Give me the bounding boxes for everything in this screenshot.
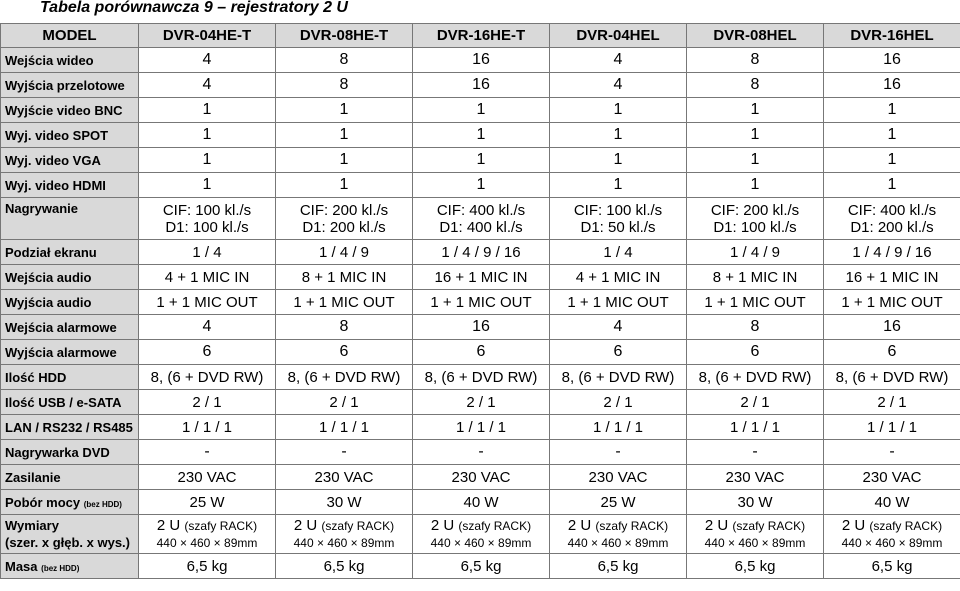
cell-line: CIF: 100 kl./s (162, 201, 252, 219)
table-cell: 8 + 1 MIC IN (276, 265, 413, 290)
table-cell: 1 / 1 / 1 (550, 415, 687, 440)
row-label-text: Pobór mocy (5, 494, 81, 510)
table-row (1, 98, 960, 123)
header-cell: DVR-04HE-T (139, 24, 276, 48)
table-row (1, 465, 960, 490)
table-title: Tabela porównawcza 9 – rejestratory 2 U (40, 0, 348, 16)
table-cell (276, 198, 413, 240)
cell-line: D1: 400 kl./s (439, 218, 523, 236)
cell-line: D1: 200 kl./s (850, 218, 934, 236)
table-cell: 1 + 1 MIC OUT (824, 290, 960, 315)
row-label-text: Masa (5, 558, 38, 574)
header-cell: MODEL (1, 24, 139, 48)
row-label-note: (bez HDD) (83, 499, 122, 509)
table-cell: 6,5 kg (276, 554, 413, 579)
table-cell (139, 515, 276, 554)
table-cell: 6 (139, 340, 276, 365)
cell-line: CIF: 200 kl./s (710, 201, 800, 219)
table-cell: 6 (276, 340, 413, 365)
table-cell: 230 VAC (687, 465, 824, 490)
table-row (1, 390, 960, 415)
header-cell: DVR-08HEL (687, 24, 824, 48)
table-cell (139, 198, 276, 240)
cell-rack: (szafy RACK) (321, 518, 395, 533)
table-cell: 6,5 kg (413, 554, 550, 579)
table-row (1, 415, 960, 440)
row-label (1, 554, 139, 579)
cell-dims: 440 × 460 × 89mm (293, 535, 395, 550)
table-cell: 1 (550, 173, 687, 198)
table-row (1, 554, 960, 579)
cell-size: 2 U (430, 516, 455, 534)
comparison-table (0, 23, 960, 579)
row-label (1, 515, 139, 554)
table-cell: 1 (413, 123, 550, 148)
table-row (1, 123, 960, 148)
row-label: Nagrywarka DVD (1, 440, 139, 465)
table-cell: 4 (139, 48, 276, 73)
cell-dims: 440 × 460 × 89mm (567, 535, 669, 550)
table-row (1, 240, 960, 265)
cell-rack: (szafy RACK) (595, 518, 669, 533)
row-label: Podział ekranu (1, 240, 139, 265)
table-cell: 4 (550, 315, 687, 340)
table-cell: 1 / 1 / 1 (276, 415, 413, 440)
table-cell: 8, (6 + DVD RW) (687, 365, 824, 390)
table-cell: 16 (413, 73, 550, 98)
row-label: Wyjście video BNC (1, 98, 139, 123)
table-cell: 1 (687, 173, 824, 198)
table-cell (687, 198, 824, 240)
cell-line: D1: 50 kl./s (580, 218, 656, 236)
table-cell: 16 + 1 MIC IN (824, 265, 960, 290)
row-label: Wyj. video HDMI (1, 173, 139, 198)
table-row (1, 48, 960, 73)
table-cell: 8, (6 + DVD RW) (276, 365, 413, 390)
table-cell: 1 (550, 148, 687, 173)
cell-size: 2 U (156, 516, 181, 534)
table-cell: 8 (276, 48, 413, 73)
row-label (1, 490, 139, 515)
table-cell: 2 / 1 (687, 390, 824, 415)
table-cell: 2 / 1 (276, 390, 413, 415)
table-row (1, 440, 960, 465)
table-cell: 40 W (824, 490, 960, 515)
header-cell: DVR-04HEL (550, 24, 687, 48)
cell-dims: 440 × 460 × 89mm (156, 535, 258, 550)
table-cell (687, 515, 824, 554)
cell-line: CIF: 400 kl./s (847, 201, 937, 219)
table-cell: 1 (413, 173, 550, 198)
row-label: Ilość USB / e-SATA (1, 390, 139, 415)
table-cell: 1 / 4 / 9 (276, 240, 413, 265)
table-cell (413, 515, 550, 554)
row-label-note: (bez HDD) (41, 563, 80, 573)
header-cell: DVR-16HEL (824, 24, 960, 48)
table-cell: 30 W (687, 490, 824, 515)
table-cell: 1 + 1 MIC OUT (550, 290, 687, 315)
table-row (1, 198, 960, 240)
table-cell: 8 (687, 73, 824, 98)
table-cell: 230 VAC (550, 465, 687, 490)
table-cell: 2 / 1 (413, 390, 550, 415)
row-label: Nagrywanie (1, 198, 139, 240)
table-cell: 1 (139, 148, 276, 173)
table-cell: 8, (6 + DVD RW) (824, 365, 960, 390)
cell-dims: 440 × 460 × 89mm (704, 535, 806, 550)
row-label: Wejścia audio (1, 265, 139, 290)
table-row (1, 73, 960, 98)
table-cell: 2 / 1 (550, 390, 687, 415)
table-cell (550, 515, 687, 554)
table-cell: 1 / 1 / 1 (687, 415, 824, 440)
table-cell: 8, (6 + DVD RW) (413, 365, 550, 390)
table-cell (550, 198, 687, 240)
table-cell: 1 (139, 98, 276, 123)
cell-rack: (szafy RACK) (732, 518, 806, 533)
cell-dims: 440 × 460 × 89mm (430, 535, 532, 550)
table-cell: 16 (413, 48, 550, 73)
table-cell: 8, (6 + DVD RW) (139, 365, 276, 390)
table-cell: 1 / 1 / 1 (824, 415, 960, 440)
table-cell: 16 (824, 48, 960, 73)
table-cell: 1 (687, 148, 824, 173)
table-cell: 6,5 kg (824, 554, 960, 579)
table-cell: 4 (550, 48, 687, 73)
table-cell: 8 (276, 73, 413, 98)
table-cell: 8, (6 + DVD RW) (550, 365, 687, 390)
cell-line: CIF: 400 kl./s (436, 201, 526, 219)
header-cell: DVR-08HE-T (276, 24, 413, 48)
table-cell: 1 / 4 / 9 (687, 240, 824, 265)
table-cell: 8 + 1 MIC IN (687, 265, 824, 290)
table-cell: 25 W (550, 490, 687, 515)
table-cell: 6 (687, 340, 824, 365)
table-cell: 16 (824, 73, 960, 98)
header-cell: DVR-16HE-T (413, 24, 550, 48)
table-cell: 1 / 4 (139, 240, 276, 265)
table-cell: 230 VAC (413, 465, 550, 490)
table-cell: 25 W (139, 490, 276, 515)
table-row (1, 365, 960, 390)
cell-rack: (szafy RACK) (184, 518, 258, 533)
table-row (1, 490, 960, 515)
cell-line: D1: 200 kl./s (302, 218, 386, 236)
table-cell: 8 (687, 48, 824, 73)
row-label: Wyjścia alarmowe (1, 340, 139, 365)
table-cell: 30 W (276, 490, 413, 515)
table-cell: 1 (824, 148, 960, 173)
table-cell: 6,5 kg (687, 554, 824, 579)
table-cell: 6 (550, 340, 687, 365)
table-cell: 1 (413, 148, 550, 173)
table-cell: - (550, 440, 687, 465)
row-label: Wyj. video SPOT (1, 123, 139, 148)
row-label: Wyjścia przelotowe (1, 73, 139, 98)
cell-dims: 440 × 460 × 89mm (841, 535, 943, 550)
cell-line: D1: 100 kl./s (165, 218, 249, 236)
row-label: Zasilanie (1, 465, 139, 490)
table-cell: 16 (824, 315, 960, 340)
table-cell: 1 / 4 / 9 / 16 (413, 240, 550, 265)
table-cell: 1 (276, 173, 413, 198)
table-cell: 1 (276, 98, 413, 123)
row-label: Wejścia alarmowe (1, 315, 139, 340)
table-cell: 4 + 1 MIC IN (139, 265, 276, 290)
table-cell: 6 (824, 340, 960, 365)
table-cell: 1 / 1 / 1 (413, 415, 550, 440)
row-label: Wejścia wideo (1, 48, 139, 73)
table-cell: 6,5 kg (139, 554, 276, 579)
table-cell (824, 198, 960, 240)
table-cell: - (139, 440, 276, 465)
cell-rack: (szafy RACK) (869, 518, 943, 533)
table-row (1, 290, 960, 315)
cell-line: D1: 100 kl./s (713, 218, 797, 236)
table-cell: 2 / 1 (824, 390, 960, 415)
row-label: Wyj. video VGA (1, 148, 139, 173)
cell-line: CIF: 200 kl./s (299, 201, 389, 219)
table-cell: 6,5 kg (550, 554, 687, 579)
table-cell: - (413, 440, 550, 465)
table-cell: 1 / 1 / 1 (139, 415, 276, 440)
table-cell: 1 (687, 98, 824, 123)
table-cell: 230 VAC (824, 465, 960, 490)
cell-size: 2 U (293, 516, 318, 534)
table-cell: 1 (824, 123, 960, 148)
table-cell: 1 (276, 123, 413, 148)
table-cell: 16 (413, 315, 550, 340)
table-cell: - (824, 440, 960, 465)
table-cell: 1 (550, 123, 687, 148)
table-cell: 1 (139, 123, 276, 148)
table-cell: 1 + 1 MIC OUT (276, 290, 413, 315)
table-cell: 4 (139, 73, 276, 98)
table-cell: 1 + 1 MIC OUT (687, 290, 824, 315)
cell-size: 2 U (567, 516, 592, 534)
table-cell: 1 + 1 MIC OUT (413, 290, 550, 315)
table-cell: 4 + 1 MIC IN (550, 265, 687, 290)
table-row (1, 315, 960, 340)
table-cell: 4 (550, 73, 687, 98)
table-cell (413, 198, 550, 240)
table-cell: 2 / 1 (139, 390, 276, 415)
table-cell: 1 / 4 / 9 / 16 (824, 240, 960, 265)
table-row (1, 173, 960, 198)
table-cell: 8 (687, 315, 824, 340)
table-cell: - (687, 440, 824, 465)
table-cell: 1 (276, 148, 413, 173)
table-cell: 1 (824, 173, 960, 198)
table-cell: 6 (413, 340, 550, 365)
table-cell: 1 (413, 98, 550, 123)
table-cell: 1 + 1 MIC OUT (139, 290, 276, 315)
cell-size: 2 U (841, 516, 866, 534)
row-label: Wyjścia audio (1, 290, 139, 315)
table-row (1, 265, 960, 290)
table-cell: 4 (139, 315, 276, 340)
row-label-text: Wymiary (5, 518, 59, 533)
table-cell: 1 / 4 (550, 240, 687, 265)
table-cell: - (276, 440, 413, 465)
row-label: LAN / RS232 / RS485 (1, 415, 139, 440)
row-label-note: (szer. x głęb. x wys.) (5, 535, 130, 550)
table-cell: 40 W (413, 490, 550, 515)
table-cell: 230 VAC (139, 465, 276, 490)
row-label: Ilość HDD (1, 365, 139, 390)
table-cell: 8 (276, 315, 413, 340)
cell-rack: (szafy RACK) (458, 518, 532, 533)
table-cell: 1 (687, 123, 824, 148)
table-row (1, 340, 960, 365)
cell-line: CIF: 100 kl./s (573, 201, 663, 219)
table-cell: 1 (139, 173, 276, 198)
table-cell: 16 + 1 MIC IN (413, 265, 550, 290)
table-cell (276, 515, 413, 554)
table-cell: 230 VAC (276, 465, 413, 490)
cell-size: 2 U (704, 516, 729, 534)
table-row (1, 515, 960, 554)
header-row (1, 24, 960, 48)
table-cell: 1 (824, 98, 960, 123)
table-row (1, 148, 960, 173)
table-cell (824, 515, 960, 554)
table-cell: 1 (550, 98, 687, 123)
